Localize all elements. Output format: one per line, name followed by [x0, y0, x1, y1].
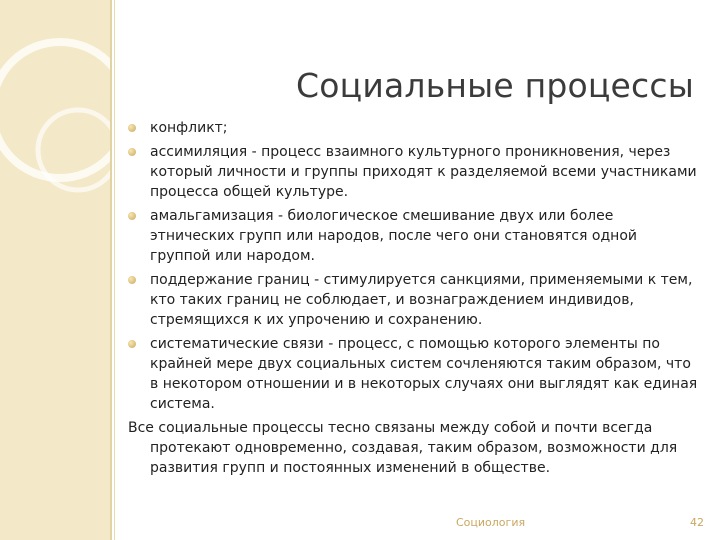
slide-title: Социальные процессы [296, 66, 694, 106]
list-item-text: систематические связи - процесс, с помощью которого элементы по крайней мере двух социальных систем сочленяются таким образом, что в некотором отношении и в некоторых случаях они выглядят как единая система. [150, 336, 698, 412]
list-item [128, 206, 698, 266]
list-item-text: ассимиляция - процесс взаимного культурного проникновения, через который личности и группы приходят к разделяемой всеми участниками процесса общей культуре. [150, 144, 697, 200]
bullet-icon [128, 340, 136, 348]
list-item [128, 118, 698, 138]
decorative-sidebar [0, 0, 112, 540]
bullet-icon [128, 148, 136, 156]
bullet-list [128, 118, 698, 414]
list-item [128, 142, 698, 202]
slide-content [128, 118, 698, 492]
list-item-text: поддержание границ - стимулируется санкциями, применяемыми к тем, кто таких границ не соблюдает, и вознаграждением индивидов, стремящихся к их упрочению и сохранению. [150, 272, 693, 328]
page-number: 42 [690, 516, 704, 529]
list-item [128, 334, 698, 414]
footer-label: Социология [456, 516, 526, 529]
list-item [128, 270, 698, 330]
bullet-icon [128, 276, 136, 284]
bullet-icon [128, 124, 136, 132]
divider-line [114, 0, 115, 540]
decorative-circles [0, 0, 110, 540]
conclusion-paragraph: Все социальные процессы тесно связаны между собой и почти всегда протекают одновременно, создавая, таким образом, возможности для развития групп и постоянных изменений в обществе. [128, 420, 678, 476]
list-item-text: конфликт; [150, 120, 228, 136]
bullet-icon [128, 212, 136, 220]
list-item-text: амальгамизация - биологическое смешивание двух или более этнических групп или народов, после чего они становятся одной группой или народом. [150, 208, 637, 264]
